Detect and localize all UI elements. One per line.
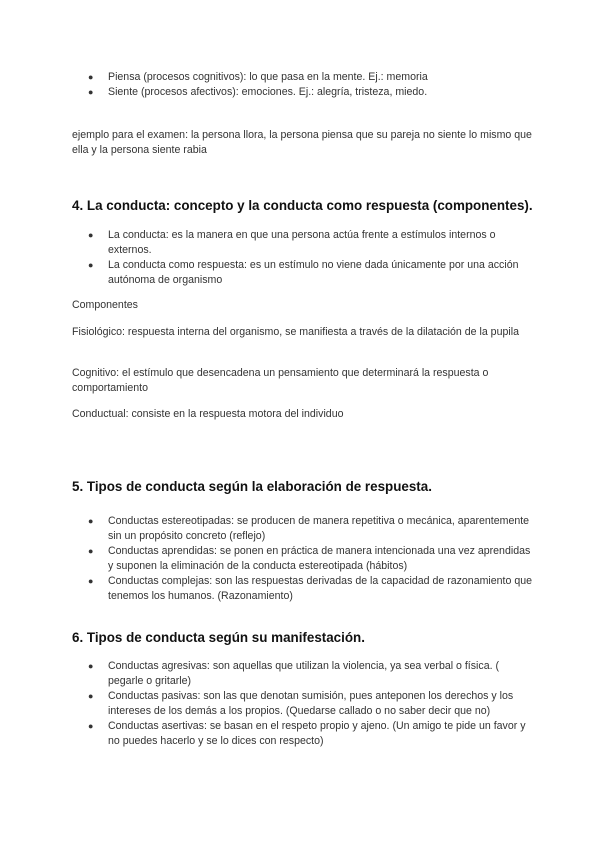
bullet-icon: ●: [88, 87, 94, 97]
bullet-icon: ●: [88, 516, 94, 526]
list-item: ● Conductas asertivas: se basan en el respeto propio y ajeno. (Un amigo te pide un favor y no puedes hacerlo y se lo dices con respecto): [88, 720, 526, 747]
cognitive-component: Cognitivo: el estímulo que desencadena un pensamiento que determinará la respuesta o comportamiento: [72, 367, 489, 394]
list-item: ● Siente (procesos afectivos): emociones. Ej.: alegría, tristeza, miedo.: [88, 86, 428, 98]
section-6-title: 6. Tipos de conducta según su manifestación.: [72, 630, 365, 645]
section-6-bullet-list: [72, 659, 532, 749]
list-item: ● La conducta como respuesta: es un estímulo no viene dada únicamente por una acción autónoma de organismo: [88, 259, 519, 286]
top-bullet-list: [72, 70, 532, 100]
bullet-icon: ●: [88, 661, 94, 671]
bullet-icon: ●: [88, 72, 94, 82]
list-item: ● Conductas agresivas: son aquellas que utilizan la violencia, ya sea verbal o física. ( pegarle o gritarle): [88, 660, 500, 687]
section-4-title: 4. La conducta: concepto y la conducta como respuesta (componentes).: [72, 198, 533, 213]
bullet-icon: ●: [88, 546, 94, 556]
bullet-icon: ●: [88, 691, 94, 701]
list-item: ● Conductas pasivas: son las que denotan sumisión, pues anteponen los derechos y los intereses de los demás a los propios. (Quedarse callado o no saber decir que no): [88, 690, 514, 717]
list-item: ● Piensa (procesos cognitivos): lo que pasa en la mente. Ej.: memoria: [88, 71, 428, 83]
list-item: ● La conducta: es la manera en que una persona actúa frente a estímulos internos o externos.: [88, 229, 496, 256]
section-5-title: 5. Tipos de conducta según la elaboración de respuesta.: [72, 479, 432, 494]
physiological-component: Fisiológico: respuesta interna del organismo, se manifiesta a través de la dilatación de la pupila: [72, 326, 519, 338]
list-item: ● Conductas complejas: son las respuestas derivadas de la capacidad de razonamiento que tenemos los humanos. (Razonamiento): [88, 575, 533, 602]
list-item: ● Conductas estereotipadas: se producen de manera repetitiva o mecánica, aparentemente sin un propósito concreto (reflejo): [88, 515, 530, 542]
section-5-bullet-list: [72, 514, 532, 604]
bullet-icon: ●: [88, 230, 94, 240]
bullet-icon: ●: [88, 721, 94, 731]
list-item: ● Conductas aprendidas: se ponen en práctica de manera intencionada una vez aprendidas y suponen la eliminación de la conducta estereotipada (hábitos): [88, 545, 531, 572]
section-4-bullet-list: [72, 228, 532, 288]
components-label: Componentes: [72, 299, 138, 311]
behavioral-component: Conductual: consiste en la respuesta motora del individuo: [72, 408, 344, 420]
exam-example: ejemplo para el examen: la persona llora, la persona piensa que su pareja no siente lo mismo que ella y la persona siente rabia: [72, 129, 532, 156]
bullet-icon: ●: [88, 576, 94, 586]
bullet-icon: ●: [88, 260, 94, 270]
